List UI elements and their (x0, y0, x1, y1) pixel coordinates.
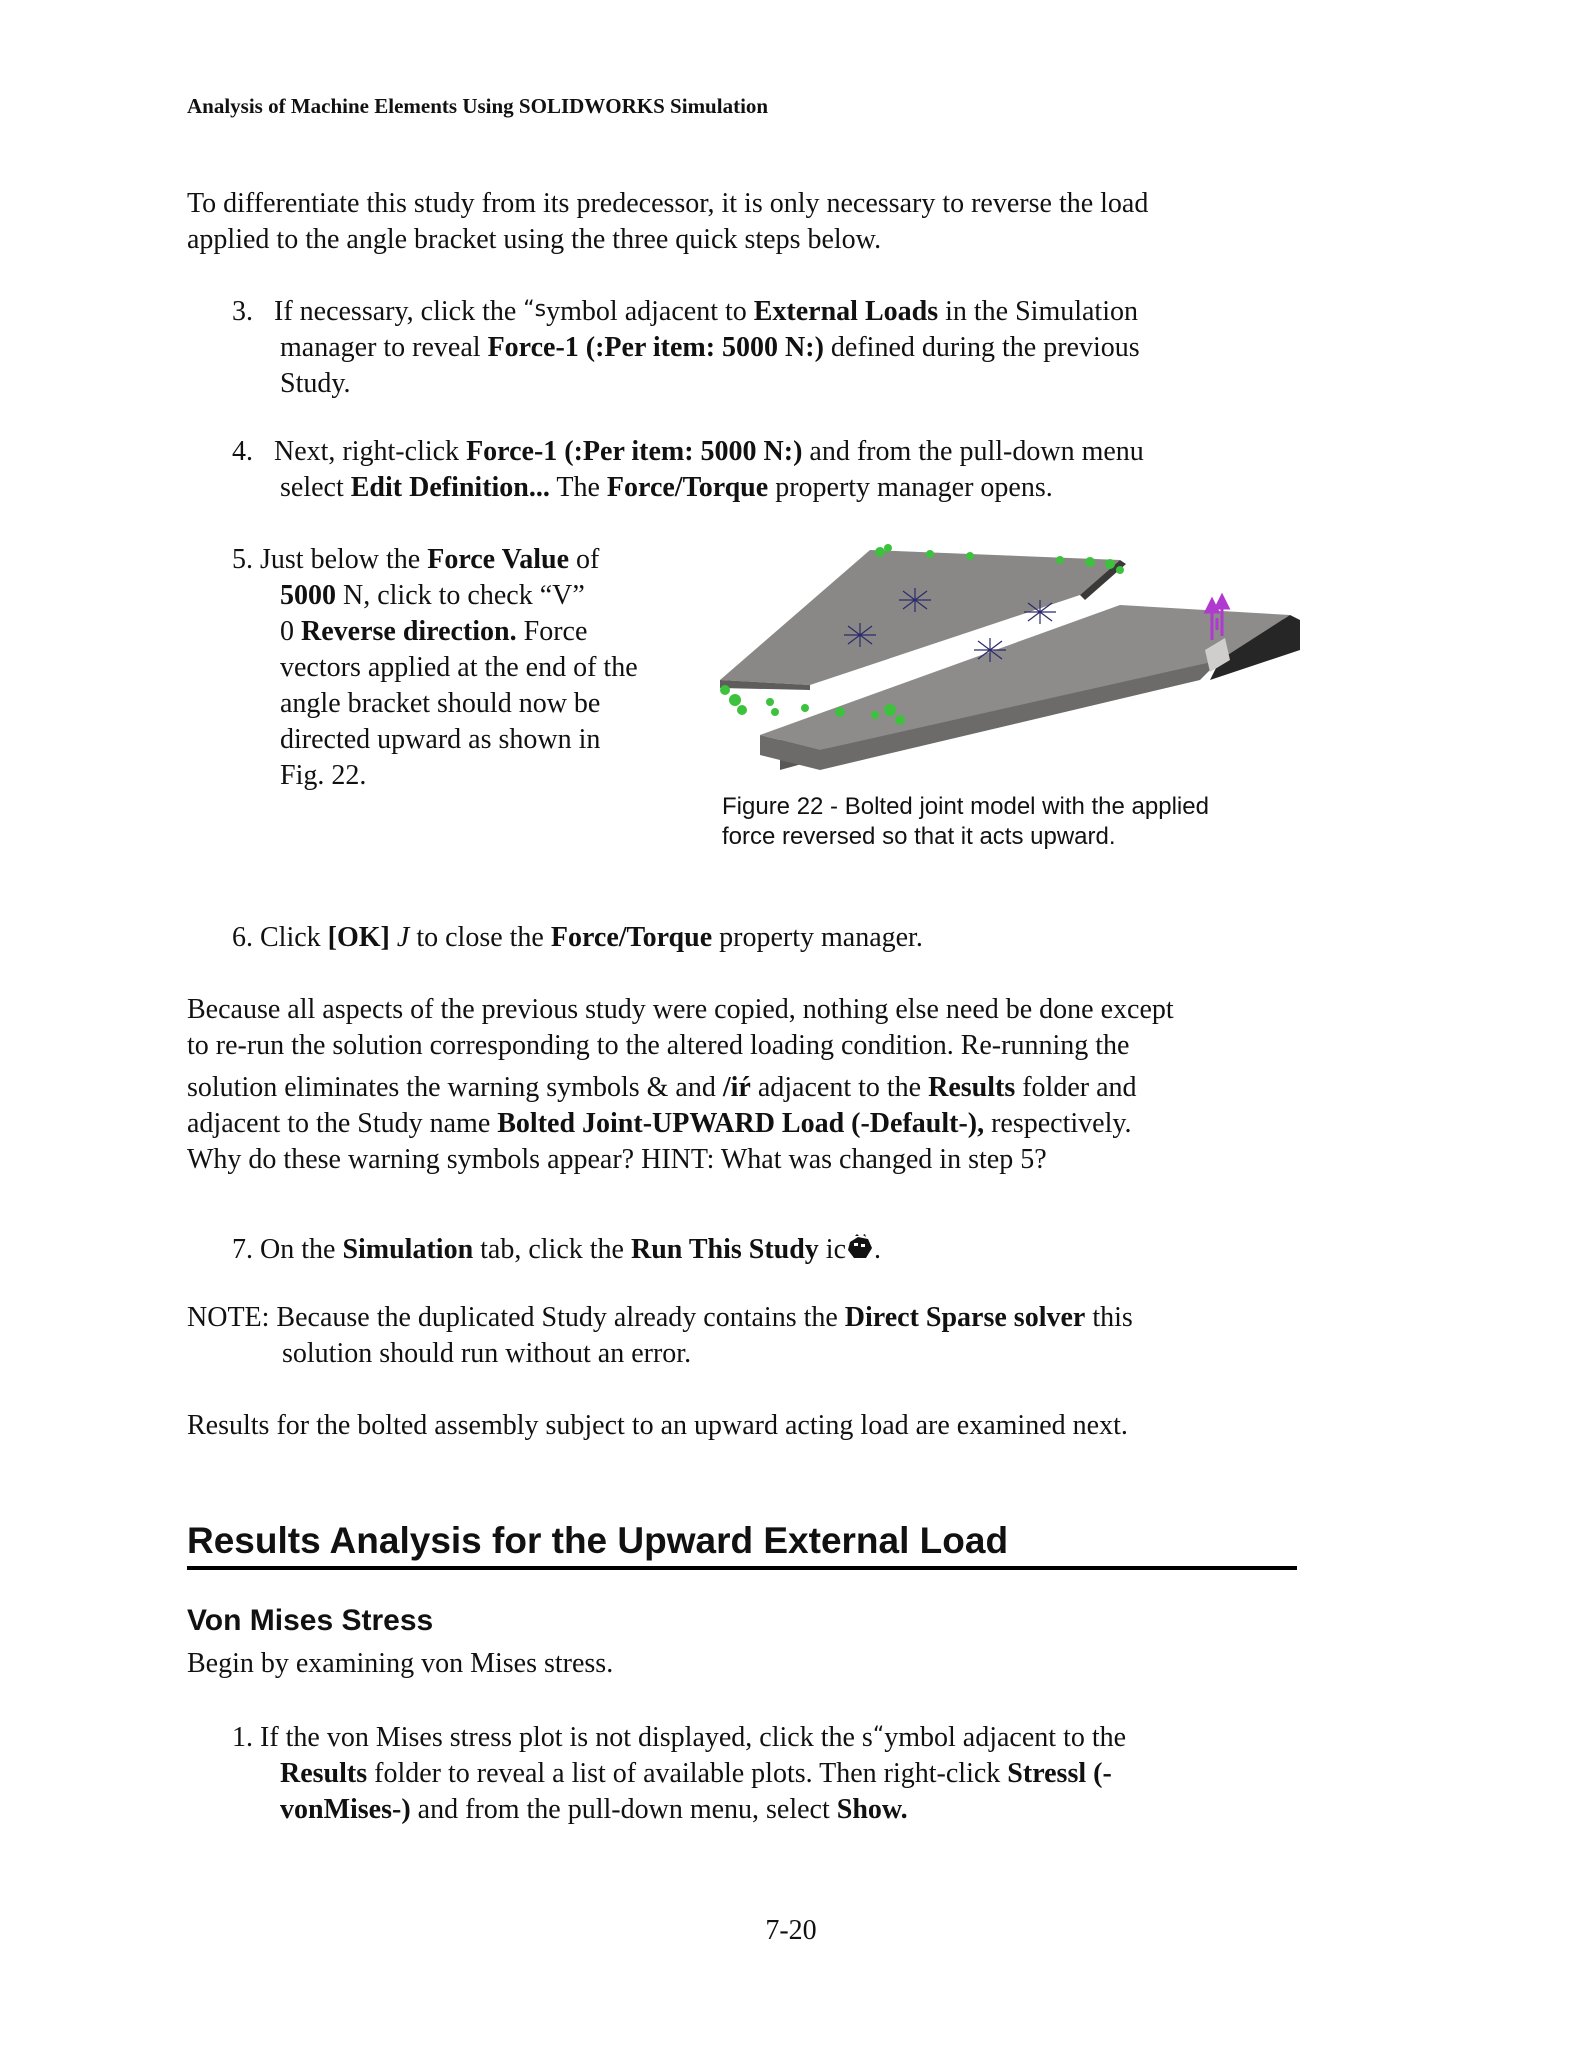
step-3-line-2b: defined during the previous (830, 332, 1140, 363)
run-study-icon (846, 1234, 874, 1262)
checkbox-glyph: 0 (280, 616, 294, 647)
step-5-line-5: angle bracket should now be (280, 688, 601, 719)
para-2-line-1: Because all aspects of the previous study were copied, nothing else need be done except (187, 994, 1174, 1025)
stress1-term: Stressl (- (1007, 1758, 1112, 1789)
note-line-1a: NOTE: Because the duplicated Study already contains the (187, 1302, 838, 1333)
step-3 (232, 292, 1140, 402)
expand-symbol-icon: “ (872, 1723, 885, 1748)
note-line-1b: this (1092, 1302, 1133, 1333)
step-4-line-2c: property manager opens. (775, 472, 1053, 503)
step-5-number: 5. (232, 544, 253, 575)
step-6-number: 6. (232, 922, 253, 953)
step-6-text: Click (260, 922, 321, 953)
step-3-line-3: Study. (280, 368, 351, 399)
step-7-period: . (874, 1234, 882, 1265)
step-7-text-c: ic (825, 1234, 847, 1265)
step-5-line-1a: Just below the (260, 544, 421, 575)
step-3-number: 3. (232, 296, 253, 327)
para-2-line-5: Why do these warning symbols appear? HINT: What was changed in step 5? (187, 1144, 1047, 1175)
step-5-line-6: directed upward as shown in (280, 724, 601, 755)
step-4 (232, 434, 1144, 506)
reverse-direction-term: Reverse direction. (301, 616, 517, 647)
figure-caption (722, 792, 1209, 852)
para-2-line-4a: adjacent to the Study name (187, 1108, 491, 1139)
running-header: Analysis of Machine Elements Using SOLIDWORKS Simulation (187, 94, 769, 118)
subsection-heading: Von Mises Stress (187, 1604, 434, 1637)
figure-caption-line-2: force reversed so that it acts upward. (722, 823, 1116, 850)
note-paragraph (187, 1300, 1317, 1372)
step-4-number: 4. (232, 436, 253, 467)
step-7-text-b: tab, click the (480, 1234, 624, 1265)
note-line-2: solution should run without an error. (282, 1338, 692, 1369)
step-4-text: Next, right-click (274, 436, 460, 467)
force-5000-term: 5000 (280, 580, 336, 611)
run-this-study-term: Run This Study (630, 1234, 819, 1265)
force-torque-term: Force/Torque (550, 922, 713, 953)
step-5-line-3b: Force (523, 616, 588, 647)
intro-line-1: To differentiate this study from its predecessor, it is only necessary to reverse the load (187, 188, 1149, 219)
edit-definition-term: Edit Definition... (350, 472, 550, 503)
vm-step-1-number: 1. (232, 1722, 253, 1753)
direct-sparse-solver-term: Direct Sparse solver (844, 1302, 1086, 1333)
figure-caption-line-1: Figure 22 - Bolted joint model with the applied (722, 793, 1209, 820)
para-2-line-2: to re-run the solution corresponding to the altered loading condition. Re-running the (187, 1030, 1130, 1061)
force-1-term: Force-1 (:Per item: 5000 N:) (466, 436, 803, 467)
vm-step-1-line-2a: folder to reveal a list of available plots. Then right-click (374, 1758, 1001, 1789)
para-2-line-4b: respectively. (991, 1108, 1132, 1139)
step-5-line-4: vectors applied at the end of the (280, 652, 638, 683)
force-torque-term: Force/Torque (606, 472, 769, 503)
bolt-marker-4 (974, 638, 1006, 662)
section-heading: Results Analysis for the Upward External Load (187, 1520, 1297, 1570)
vm-step-1-text: If the von Mises stress plot is not displayed, click the s (260, 1722, 873, 1753)
step-3-line-2a: manager to reveal (280, 332, 481, 363)
results-term: Results (928, 1072, 1016, 1103)
step-6 (232, 920, 923, 956)
bolt-marker-3 (844, 623, 876, 647)
step-5-line-2b: N, click to check “V” (343, 580, 585, 611)
results-term: Results (280, 1758, 368, 1789)
step-4-line-2a: select (280, 472, 344, 503)
step-6-text-b: to close the (416, 922, 544, 953)
step-6-text-c: property manager. (719, 922, 923, 953)
para-2-line-3c: folder and (1022, 1072, 1137, 1103)
warning-symbol-icon: /iŕ (722, 1072, 751, 1103)
bolt-marker-1 (899, 588, 931, 612)
von-mises-intro: Begin by examining von Mises stress. (187, 1648, 614, 1679)
bolt-marker-2 (1024, 600, 1056, 624)
step-5-line-1b: of (576, 544, 600, 575)
step-4-line-2b: The (556, 472, 600, 503)
vm-step-1-line-3a: and from the pull-down menu, select (417, 1794, 830, 1825)
von-mises-step-1 (232, 1718, 1126, 1828)
step-5 (232, 542, 638, 794)
step-4-text-b: and from the pull-down menu (809, 436, 1144, 467)
bolted-joint-figure (700, 540, 1320, 790)
step-3-text-b: ymbol adjacent to (546, 296, 747, 327)
intro-line-2: applied to the angle bracket using the three quick steps below. (187, 224, 882, 255)
step-7-number: 7. (232, 1234, 253, 1265)
step-7 (232, 1232, 881, 1268)
page-number: 7-20 (765, 1915, 817, 1946)
show-term: Show. (836, 1794, 908, 1825)
checkmark-icon: J (396, 922, 410, 953)
vm-step-1-text-b: ymbol adjacent to the (884, 1722, 1127, 1753)
step-7-text: On the (260, 1234, 336, 1265)
study-name-term: Bolted Joint-UPWARD Load (-Default-), (497, 1108, 985, 1139)
expand-symbol-icon: “s (523, 297, 547, 322)
step-5-line-7: Fig. 22. (280, 760, 367, 791)
force-1-term: Force-1 (:Per item: 5000 N:) (487, 332, 824, 363)
step-3-text: If necessary, click the (274, 296, 517, 327)
force-value-term: Force Value (427, 544, 570, 575)
para-2-line-3b: adjacent to the (757, 1072, 922, 1103)
copied-study-paragraph (187, 992, 1317, 1178)
step-3-text-c: in the Simulation (945, 296, 1138, 327)
simulation-tab-term: Simulation (342, 1234, 474, 1265)
intro-paragraph (187, 186, 1317, 258)
results-intro-paragraph: Results for the bolted assembly subject to an upward acting load are examined next. (187, 1410, 1128, 1441)
external-loads-term: External Loads (753, 296, 939, 327)
para-2-line-3a: solution eliminates the warning symbols & and (187, 1072, 716, 1103)
ok-term: [OK] (327, 922, 390, 953)
vonmises-term: vonMises-) (280, 1794, 411, 1825)
